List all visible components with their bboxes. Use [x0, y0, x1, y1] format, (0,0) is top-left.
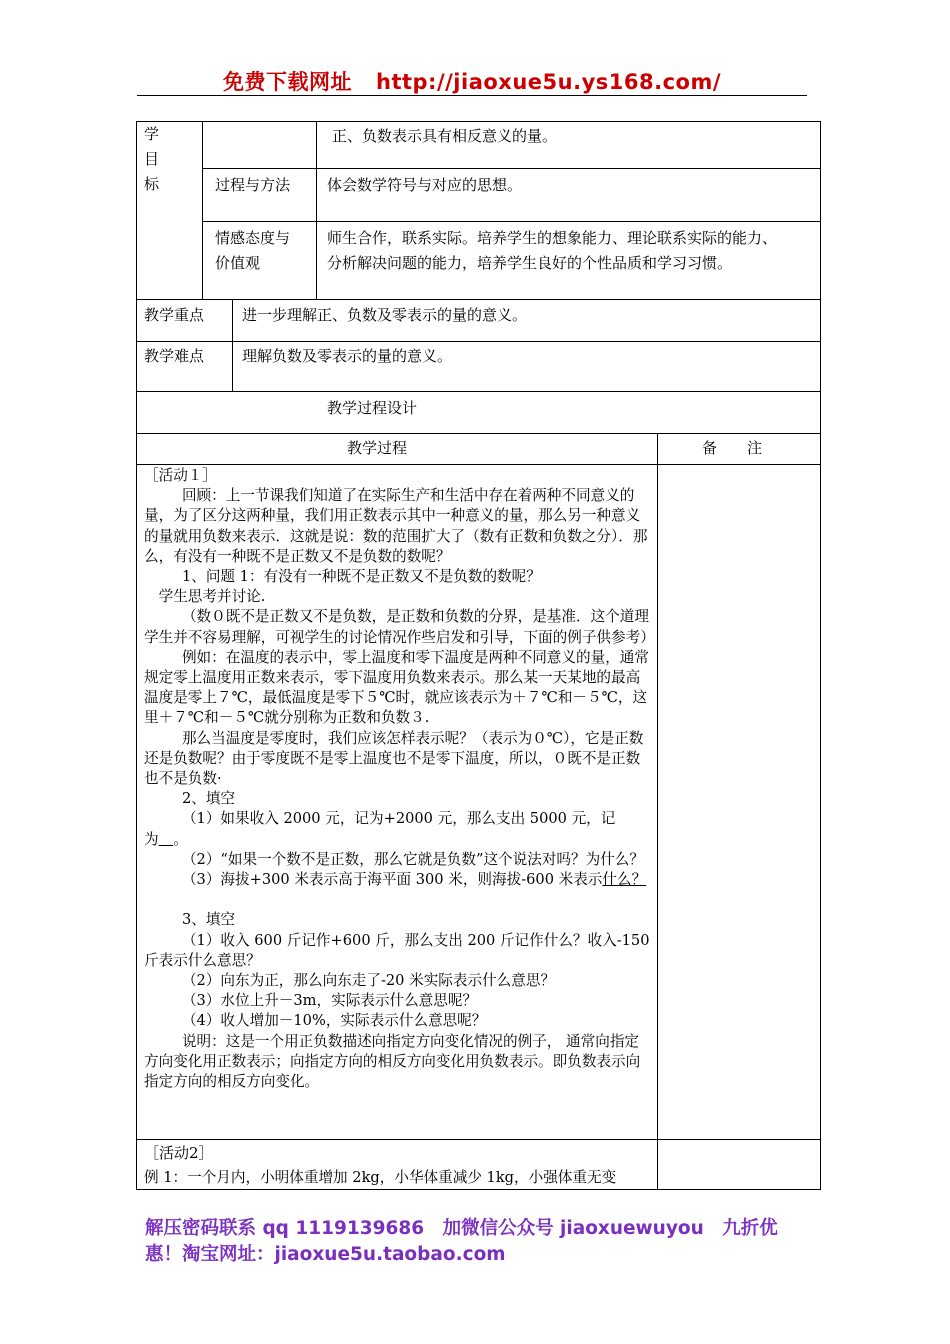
- fill-blank-title-2: 3、填空: [181, 911, 236, 929]
- design-title: 教学过程设计: [327, 399, 418, 417]
- key-point-content: 进一步理解正、负数及零表示的量的意义。: [242, 306, 528, 324]
- objective-attitude-line-1: 师生合作，联系实际。培养学生的想象能力、理论联系实际的能力、: [327, 229, 778, 247]
- difficulty-label: 教学难点: [144, 347, 205, 365]
- discussion-note: 学生思考并讨论.: [158, 588, 266, 606]
- fill-blank-3-underlined: 什么？: [602, 871, 647, 889]
- explanation-paragraph: 说明：这是一个用正负数描述向指定方向变化情况的例子， 通常向指定方向变化用正数表示；向指定方向的相反方向变化用负数表示。即负数表示向指定方向的相反方向变化。: [144, 1032, 641, 1091]
- activity-2-title: ［活动2］: [144, 1144, 214, 1162]
- objectives-bottom-line: [136, 299, 821, 300]
- key-point-label: 教学重点: [144, 306, 205, 324]
- header-rule: [137, 95, 807, 96]
- header-row-line: [136, 464, 821, 465]
- objectives-divider-1: [202, 121, 203, 299]
- notes-column-header: 备 注: [702, 439, 763, 457]
- fill-blank-3-text: （3）海拔+300 米表示高于海平面 300 米，则海拔-600 米表示: [181, 871, 603, 889]
- header-label: 免费下载网址: [223, 70, 352, 94]
- review-paragraph: 回顾：上一节课我们知道了在实际生产和生活中存在着两种不同意义的量，为了区分这两种量，我们用正数表示其中一种意义的量，那么另一种意义的量就用负数来表示．这就是说：数的范围扩大了（数有正数和负数之分）．那么，有没有一种既不是正数又不是负数的数呢？: [144, 487, 648, 565]
- process-column-header: 教学过程: [347, 439, 408, 457]
- objectives-side-label-1: 学: [144, 125, 160, 143]
- activity-1-content: [144, 466, 655, 1092]
- difficulty-bottom-line: [136, 391, 821, 392]
- temperature-example: 例如：在温度的表示中，零上温度和零下温度是两种不同意义的量，通常规定零上温度用正数来表示，零下温度用负数来表示。那么某一天某地的最高温度是零上７℃，最低温度是零下５℃时，就应该表示为＋７℃和－５℃，这里＋７℃和－５℃就分别称为正数和负数３.: [144, 648, 649, 727]
- objectives-side-label-3: 标: [144, 175, 160, 193]
- activity-divider-line: [136, 1139, 821, 1140]
- objectives-side-label-2: 目: [144, 150, 160, 168]
- question-1: 1、问题 1：有没有一种既不是正数又不是负数的数呢？: [181, 568, 541, 586]
- page-header: [137, 66, 807, 96]
- fill-blank-1: [144, 809, 652, 849]
- fill-blank-1-text: （1）如果收入 2000 元，记为+2000 元，那么支出 5000 元，记为: [144, 810, 616, 848]
- design-bottom-line: [136, 433, 821, 434]
- answer-paragraph: （数０既不是正数又不是负数，是正数和负数的分界，是基准．这个道理学生并不容易理解，可视学生的讨论情况作些启发和引导，下面的例子供参考）: [144, 608, 655, 646]
- fill-question-2: （2）向东为正，那么向东走了-20 米实际表示什么意思？: [181, 972, 556, 990]
- objective-process-label: 过程与方法: [215, 176, 291, 194]
- page-footer: 解压密码联系 qq 1119139686 加微信公众号 jiaoxuewuyou 九折优惠！淘宝网址：jiaoxue5u.taobao.com: [145, 1218, 778, 1265]
- objectives-row-line-1: [202, 168, 821, 169]
- objectives-divider-2: [316, 121, 317, 299]
- fill-blank-1-end: 。: [173, 830, 188, 848]
- objective-attitude-label-1: 情感态度与: [215, 229, 291, 247]
- objectives-row-line-2: [202, 221, 821, 222]
- objective-attitude-label-2: 价值观: [215, 254, 261, 272]
- fill-question-1: （1）收入 600 斤记作+600 斤，那么支出 200 斤记作什么？收入-150 斤表示什么意思？: [144, 931, 650, 969]
- key-bottom-line: [136, 341, 821, 342]
- objective-process: 体会数学符号与对应的思想。: [327, 176, 523, 194]
- key-divider: [232, 299, 233, 391]
- fill-question-3: （3）水位上升－3m，实际表示什么意思呢？: [181, 992, 478, 1010]
- activity-1-title: ［活动１］: [144, 467, 217, 484]
- difficulty-content: 理解负数及零表示的量的意义。: [242, 347, 453, 365]
- activity-2-example-1: 例 1：一个月内，小明体重增加 2kg，小华体重减少 1kg，小强体重无变: [144, 1169, 617, 1186]
- header-url[interactable]: http://jiaoxue5u.ys168.com/: [376, 70, 721, 94]
- spacer: [144, 890, 652, 910]
- fill-blank-title: 2、填空: [181, 790, 236, 808]
- notes-divider: [657, 433, 658, 1190]
- zero-paragraph: 那么当温度是零度时，我们应该怎样表示呢？（表示为０℃），它是正数还是负数呢？由于零度既不是零上温度也不是零下温度，所以，０既不是正数也不是负数·: [144, 729, 644, 788]
- answer-blank: [159, 831, 174, 848]
- fill-blank-3: [144, 870, 652, 890]
- objective-attitude-line-2: 分析解决问题的能力，培养学生良好的个性品质和学习习惯。: [327, 254, 733, 272]
- fill-question-4: （4）收人增加－10%，实际表示什么意思呢？: [181, 1012, 487, 1030]
- fill-blank-2: （2）“如果一个数不是正数，那么它就是负数”这个说法对吗？为什么？: [181, 850, 644, 868]
- objective-knowledge: 正、负数表示具有相反意义的量。: [332, 127, 558, 145]
